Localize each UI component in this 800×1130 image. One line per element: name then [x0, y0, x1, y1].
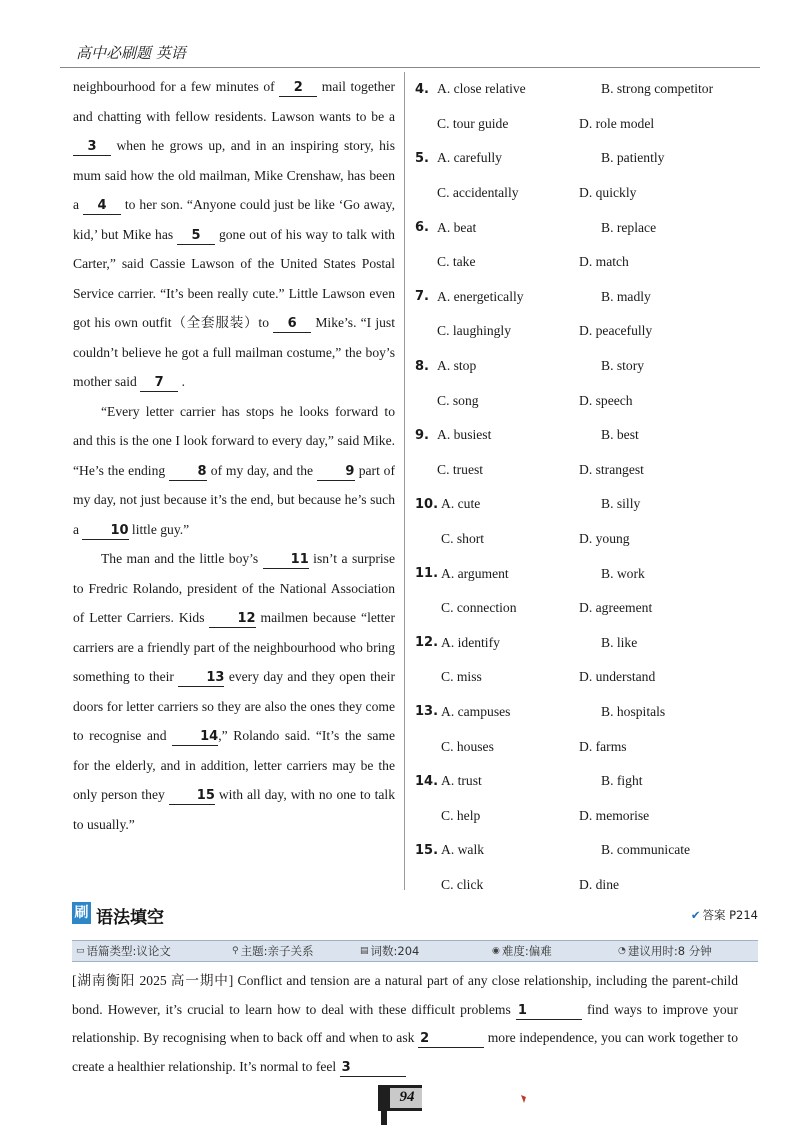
- question-number: 14.: [415, 773, 439, 789]
- question-row: [415, 487, 755, 522]
- difficulty-icon: ◉: [492, 946, 500, 956]
- blank-11[interactable]: 11: [263, 552, 309, 569]
- question-number: 7.: [415, 289, 429, 305]
- question-number: 11.: [415, 566, 439, 582]
- question-row: [415, 764, 755, 799]
- corner-mark-icon: [520, 1094, 528, 1104]
- option-c[interactable]: C. take: [437, 254, 476, 270]
- option-d[interactable]: D. young: [579, 531, 630, 547]
- question-row: [415, 245, 755, 280]
- option-c[interactable]: C. accidentally: [437, 185, 519, 201]
- option-a[interactable]: A. campuses: [441, 703, 511, 719]
- page-number: 94: [399, 1089, 415, 1105]
- grammar-blank-3[interactable]: 3: [340, 1060, 406, 1077]
- option-b[interactable]: B. madly: [601, 288, 651, 304]
- option-c[interactable]: C. song: [437, 392, 479, 408]
- option-d[interactable]: D. dine: [579, 876, 620, 892]
- blank-15[interactable]: 15: [169, 788, 215, 805]
- option-d[interactable]: D. memorise: [579, 807, 650, 823]
- option-c[interactable]: C. laughingly: [437, 323, 512, 339]
- question-row: [415, 72, 755, 107]
- question-row: [415, 729, 755, 764]
- exercise-info-bar: [72, 940, 758, 962]
- question-row: [415, 660, 755, 695]
- question-number: 10.: [415, 496, 439, 512]
- blank-13[interactable]: 13: [178, 670, 224, 687]
- question-row: [415, 418, 755, 453]
- option-b[interactable]: B. fight: [601, 773, 643, 789]
- passage-paragraph-3: The man and the little boy’s 11 isn’t a surprise to Fredric Rolando, president of the National Association of Letter Carriers. Kids 12 mailmen because “letter carriers are a friendly part of the neighbourhood who bring something to their 13 every day and they open their doors for letter carriers so they are also the ones they come to recognise and 14,” Rolando said. “It’s the same for the elderly, and in addition, letter carriers may be the only person they 15 with all day, with no one to talk to usually.”: [73, 551, 396, 832]
- question-row: [415, 383, 755, 418]
- option-b[interactable]: B. hospitals: [601, 703, 666, 719]
- header-title: 高中必刷题 英语: [76, 44, 186, 62]
- question-row: [415, 210, 755, 245]
- check-icon: ✔: [690, 908, 701, 922]
- blank-4[interactable]: 4: [83, 198, 121, 215]
- option-a[interactable]: A. energetically: [437, 288, 524, 304]
- question-number: 5.: [415, 150, 429, 166]
- question-row: [415, 556, 755, 591]
- blank-7[interactable]: 7: [140, 375, 178, 392]
- blank-12[interactable]: 12: [209, 611, 255, 628]
- option-d[interactable]: D. farms: [579, 738, 627, 754]
- header-divider: [60, 67, 760, 68]
- blank-5[interactable]: 5: [177, 228, 215, 245]
- option-d[interactable]: D. speech: [579, 392, 633, 408]
- question-row: [415, 349, 755, 384]
- difficulty: ◉ 难度:偏难: [492, 944, 552, 958]
- question-row: [415, 833, 755, 868]
- passage-paragraph-2: “Every letter carrier has stops he looks forward to and this is the one I look forward to every day,” said Mike. “He’s the ending 8 of my day, and the 9 part of my day, not just because it’s the end, but because he’s such a 10 little guy.”: [73, 403, 395, 538]
- blank-6[interactable]: 6: [273, 316, 311, 333]
- option-a[interactable]: A. trust: [441, 773, 482, 789]
- question-row: [415, 626, 755, 661]
- question-row: [415, 591, 755, 626]
- option-b[interactable]: B. communicate: [601, 842, 691, 858]
- grammar-blank-2[interactable]: 2: [418, 1031, 484, 1048]
- page-number-box: [378, 1085, 422, 1117]
- question-number: 12.: [415, 635, 439, 651]
- section-title: 语法填空: [96, 908, 164, 928]
- word-count: ▤ 词数:204: [360, 944, 420, 958]
- question-row: [415, 280, 755, 315]
- option-a[interactable]: A. close relative: [437, 81, 526, 97]
- option-a[interactable]: A. cute: [441, 496, 481, 512]
- passage-paragraph-1: neighbourhood for a few minutes of 2 mail together and chatting with fellow residents. Lawson wants to be a 3 when he grows up, and in an inspiring story, his mum said how the old mailman, Mike Crenshaw, has been a 4 to her son. “Anyone could just be like ‘Go away, kid,’ but Mike has 5 gone out of his way to talk with Carter,” said Cassie Lawson of the United States Postal Service carrier. “It’s been really cute.” Little Lawson even got his own outfit（全套服装）to 6 Mike’s. “I just couldn’t believe he got a full mailman costume,” the boy’s mother said 7 .: [73, 79, 396, 390]
- option-c[interactable]: C. help: [441, 807, 481, 823]
- option-d[interactable]: D. peacefully: [579, 323, 653, 339]
- option-a[interactable]: A. busiest: [437, 427, 492, 443]
- option-d[interactable]: D. role model: [579, 115, 655, 131]
- blank-9[interactable]: 9: [317, 464, 355, 481]
- question-number: 4.: [415, 81, 429, 97]
- question-row: [415, 176, 755, 211]
- column-divider: [404, 72, 405, 890]
- passage-type: ▭ 语篇类型:议论文: [76, 944, 171, 958]
- option-b[interactable]: B. like: [601, 634, 638, 650]
- question-row: [415, 868, 755, 903]
- passage-column: [73, 72, 395, 839]
- option-b[interactable]: B. silly: [601, 496, 641, 512]
- page-header: [60, 40, 760, 68]
- section-badge-icon: 刷: [72, 902, 91, 924]
- blank-2[interactable]: 2: [279, 80, 317, 97]
- grammar-passage: [湖南衡阳 2025 高一期中] Conflict and tension are a natural part of any close relationship, including the parent-child bond. However, it’s crucial to learn how to deal with these difficult problems 1 find ways to improve your relationship. By recognising when to back off and when to ask 2 more independence, you can work together to create a healthier relationship. It’s normal to feel 3: [72, 973, 739, 1075]
- question-number: 9.: [415, 427, 429, 443]
- option-b[interactable]: B. replace: [601, 219, 657, 235]
- count-icon: ▤: [360, 946, 369, 956]
- question-row: [415, 107, 755, 142]
- option-d[interactable]: D. quickly: [579, 185, 637, 201]
- blank-3[interactable]: 3: [73, 139, 111, 156]
- search-icon: ⚲: [232, 946, 239, 956]
- option-d[interactable]: D. understand: [579, 669, 656, 685]
- option-a[interactable]: A. stop: [437, 358, 477, 374]
- topic: ⚲ 主题:亲子关系: [232, 944, 314, 958]
- question-number: 6.: [415, 220, 429, 236]
- blank-8[interactable]: 8: [169, 464, 207, 481]
- option-c[interactable]: C. short: [441, 531, 485, 547]
- option-b[interactable]: B. work: [601, 565, 645, 581]
- option-d[interactable]: D. agreement: [579, 600, 653, 616]
- option-a[interactable]: A. argument: [441, 565, 509, 581]
- option-b[interactable]: B. strong competitor: [601, 81, 714, 97]
- blank-10[interactable]: 10: [82, 523, 128, 540]
- question-number: 8.: [415, 358, 429, 374]
- option-c[interactable]: C. truest: [437, 461, 484, 477]
- option-a[interactable]: A. walk: [441, 842, 485, 858]
- answer-reference[interactable]: [691, 907, 758, 923]
- option-b[interactable]: B. patiently: [601, 150, 665, 166]
- question-row: [415, 314, 755, 349]
- question-number: 15.: [415, 842, 439, 858]
- option-d[interactable]: D. strangest: [579, 461, 644, 477]
- answer-page-label: 答案 P214: [702, 908, 758, 922]
- suggested-time: ◔ 建议用时:8 分钟: [618, 944, 712, 958]
- option-d[interactable]: D. match: [579, 254, 629, 270]
- question-row: [415, 141, 755, 176]
- question-number: 13.: [415, 704, 439, 720]
- document-icon: ▭: [76, 946, 85, 956]
- option-c[interactable]: C. connection: [441, 600, 517, 616]
- grammar-blank-1[interactable]: 1: [516, 1003, 582, 1020]
- question-row: [415, 453, 755, 488]
- option-a[interactable]: A. identify: [441, 634, 500, 650]
- option-c[interactable]: C. tour guide: [437, 115, 509, 131]
- option-c[interactable]: C. miss: [441, 669, 482, 685]
- question-row: [415, 798, 755, 833]
- option-a[interactable]: A. beat: [437, 219, 477, 235]
- options-column: [415, 72, 755, 902]
- option-c[interactable]: C. click: [441, 876, 484, 892]
- clock-icon: ◔: [618, 946, 626, 956]
- option-c[interactable]: C. houses: [441, 738, 494, 754]
- option-b[interactable]: B. story: [601, 358, 645, 374]
- question-row: [415, 522, 755, 557]
- blank-14[interactable]: 14: [172, 729, 218, 746]
- option-b[interactable]: B. best: [601, 427, 639, 443]
- section-header: [72, 900, 758, 930]
- question-row: [415, 695, 755, 730]
- option-a[interactable]: A. carefully: [437, 150, 502, 166]
